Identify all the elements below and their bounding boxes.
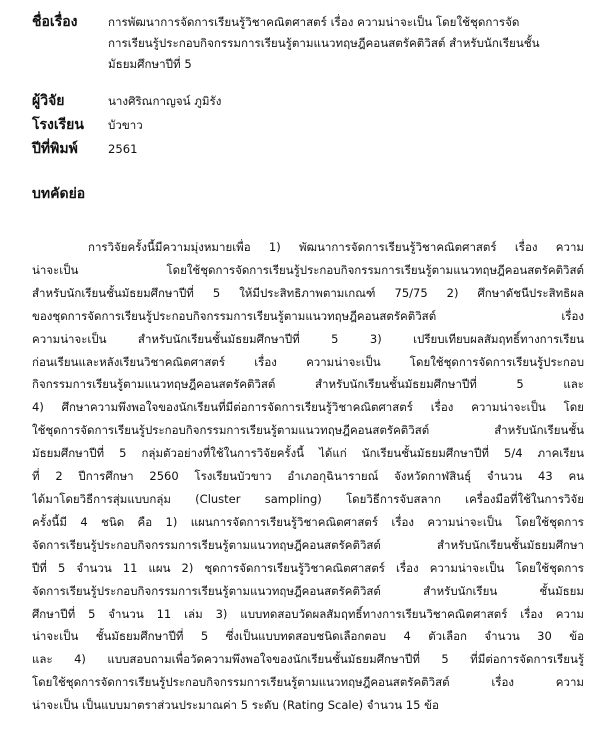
meta-researcher-label: ผู้วิจัย [32,93,65,109]
abstract-line: กิจกรรมการเรียนรู้ตามแนวทฤษฎีคอนสตรัคติวิสต์ สำหรับนักเรียนชั้นมัธยมศึกษาปีที่ 5 และ [32,377,584,392]
abstract-line: จัดการเรียนรู้ประกอบกิจกรรมการเรียนรู้ตามแนวทฤษฎีคอนสตรัคติวิสต์ สำหรับนักเรียนชั้นมัธยมศึกษา [32,537,584,552]
abstract-line: ศึกษาปีที่ 5 จำนวน 11 เล่ม 3) แบบทดสอบวัดผลสัมฤทธิ์ทางการเรียนวิชาคณิตศาสตร์ เรื่อง ความ [32,606,584,621]
abstract-line: ได้มาโดยวิธีการสุ่มแบบกลุ่ม (Cluster sampling) โดยวิธีการจับสลาก เครื่องมือที่ใช้ในการวิจัย [32,491,584,506]
meta-year-value: 2561 [108,142,138,156]
abstract-line: ของชุดการจัดการเรียนรู้ประกอบกิจกรรมการเรียนรู้ตามแนวทฤษฎีคอนสตรัคติวิสต์ เรื่อง [32,308,584,323]
abstract-line: ที่ 2 ปีการศึกษา 2560 โรงเรียนบัวขาว อำเภอกุฉินารายณ์ จังหวัดกาฬสินธุ์ จำนวน 43 คน [32,469,584,484]
meta-school-label: โรงเรียน [32,117,84,133]
abstract-line: ใช้ชุดการจัดการเรียนรู้ประกอบกิจกรรมการเรียนรู้ตามแนวทฤษฎีคอนสตรัคติวิสต์ สำหรับนักเรียนชั้น [32,423,584,438]
abstract-line: ก่อนเรียนและหลังเรียนวิชาคณิตศาสตร์ เรื่อง ความน่าจะเป็น โดยใช้ชุดการจัดการเรียนรู้ประกอบ [32,354,584,369]
meta-title-value: การพัฒนาการจัดการเรียนรู้วิชาคณิตศาสตร์ เรื่อง ความน่าจะเป็น โดยใช้ชุดการจัด การเรียนรู้ประกอบกิจกรรมการเรียนรู้ตามแนวทฤษฎีคอนสตรัคติวิสต์ สำหรับนักเรียนชั้น มัธยมศึกษาปีที่ 5 [108,15,540,71]
abstract-line: โดยใช้ชุดการจัดการเรียนรู้ประกอบกิจกรรมการเรียนรู้ตามแนวทฤษฎีคอนสตรัคติวิสต์ เรื่อง ความ [32,675,584,690]
abstract-line: น่าจะเป็น โดยใช้ชุดการจัดการเรียนรู้ประกอบกิจกรรมการเรียนรู้ตามแนวทฤษฎีคอนสตรัคติวิสต์ [32,262,584,277]
abstract-line: น่าจะเป็น เป็นแบบมาตราส่วนประมาณค่า 5 ระดับ (Rating Scale) จำนวน 15 ข้อ [32,698,439,713]
abstract-line: น่าจะเป็น ชั้นมัธยมศึกษาปีที่ 5 ซึ่งเป็นแบบทดสอบชนิดเลือกตอบ 4 ตัวเลือก จำนวน 30 ข้อ [32,629,584,644]
abstract-line: และ 4) แบบสอบถามเพื่อวัดความพึงพอใจของนักเรียนชั้นมัธยมศึกษาปีที่ 5 ที่มีต่อการจัดการเรียนรู้ [32,652,584,667]
abstract-line: สำหรับนักเรียนชั้นมัธยมศึกษาปีที่ 5 ให้มีประสิทธิภาพตามเกณฑ์ 75/75 2) ศึกษาดัชนีประสิทธิผล [32,285,584,300]
abstract-line: การวิจัยครั้งนี้มีความมุ่งหมายเพื่อ 1) พัฒนาการจัดการเรียนรู้วิชาคณิตศาสตร์ เรื่อง ความ [88,240,584,254]
abstract-line: ความน่าจะเป็น สำหรับนักเรียนชั้นมัธยมศึกษาปีที่ 5 3) เปรียบเทียบผลสัมฤทธิ์ทางการเรียน [32,331,584,346]
abstract-line: จัดการเรียนรู้ประกอบกิจกรรมการเรียนรู้ตามแนวทฤษฎีคอนสตรัคติวิสต์ สำหรับนักเรียน ชั้นมัธยม [32,583,584,598]
abstract-line: ครั้งนี้มี 4 ชนิด คือ 1) แผนการจัดการเรียนรู้วิชาคณิตศาสตร์ เรื่อง ความน่าจะเป็น โดยใช้ชุดการ [32,514,584,529]
meta-researcher-value: นางศิริณกาญจน์ ภูมิรัง [108,94,222,108]
abstract-body [32,236,584,717]
meta-school-value: บัวขาว [108,118,143,132]
abstract-line: 4) ศึกษาความพึงพอใจของนักเรียนที่มีต่อการจัดการเรียนรู้วิชาคณิตศาสตร์ เรื่อง ความน่าจะเป็น โดย [32,400,584,415]
abstract-line: มัธยมศึกษาปีที่ 5 กลุ่มตัวอย่างที่ใช้ในการวิจัยครั้งนี้ ได้แก่ นักเรียนชั้นมัธยมศึกษาปีที่ 5/4 ภาคเรียน [32,446,584,461]
abstract-heading: บทคัดย่อ [32,186,86,202]
abstract-line: ปีที่ 5 จำนวน 11 แผน 2) ชุดการจัดการเรียนรู้วิชาคณิตศาสตร์ เรื่อง ความน่าจะเป็น โดยใช้ชุดการ [32,560,584,575]
meta-year-label: ปีที่พิมพ์ [32,141,78,157]
meta-title-label: ชื่อเรื่อง [32,14,78,30]
